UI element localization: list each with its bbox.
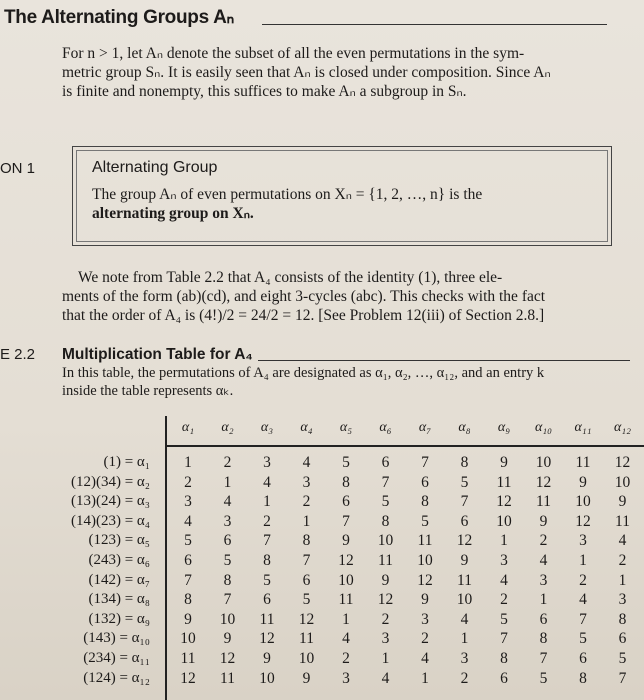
table-cell: 7 — [500, 630, 508, 648]
table-cell: 11 — [299, 630, 314, 648]
column-header: α₅ — [339, 420, 353, 435]
column-header: α₁₀ — [534, 420, 553, 435]
table-cell: 12 — [377, 591, 394, 609]
text-line: that the order of A₄ is (4!)/2 = 24/2 = 12. [See Problem 12(iii) of Section 2.8.] — [62, 307, 545, 324]
table-cell: 3 — [302, 473, 311, 491]
note-paragraph — [62, 268, 545, 325]
table-cell: 12 — [417, 571, 433, 589]
table-cell: 10 — [259, 669, 275, 687]
table-cell: 5 — [263, 571, 271, 589]
table-cell: 11 — [180, 650, 196, 667]
table-cell: 10 — [180, 630, 196, 648]
text-line: The group Aₙ of even permutations on Xₙ = {1, 2, …, n} is the — [92, 186, 483, 203]
table-cell: 1 — [500, 532, 508, 550]
table-cell: 11 — [536, 493, 551, 511]
table-cell: 9 — [342, 532, 350, 550]
column-header: α₂ — [221, 420, 234, 435]
row-label: (13)(24) = α₃ — [70, 493, 150, 510]
table-cell: 3 — [263, 454, 271, 471]
column-header: α₁₁ — [574, 420, 592, 435]
table-cell: 7 — [539, 650, 548, 667]
table-cell: 11 — [457, 571, 472, 589]
table-cell: 7 — [460, 493, 469, 511]
table-cell: 10 — [456, 591, 473, 609]
table-cell: 12 — [456, 532, 473, 550]
table-cell: 7 — [618, 669, 627, 687]
table-cell: 1 — [263, 493, 271, 511]
table-cell: 8 — [618, 610, 627, 628]
table-cell: 8 — [263, 552, 271, 569]
table-cell: 12 — [614, 454, 631, 471]
table-cell: 6 — [579, 650, 587, 667]
table-cell: 5 — [302, 591, 311, 609]
table-cell: 9 — [302, 669, 311, 687]
table-cell: 3 — [342, 669, 350, 687]
table-cell: 1 — [223, 473, 232, 491]
column-header: α₃ — [260, 420, 274, 435]
text-line: alternating group on Xₙ. — [92, 205, 254, 222]
table-cell: 1 — [184, 454, 192, 471]
table-cell: 1 — [302, 512, 311, 530]
column-header: α₁₂ — [613, 420, 632, 435]
text-line: metric group Sₙ. It is easily seen that Aₙ is closed under composition. Since Aₙ — [62, 64, 551, 81]
table-cell: 8 — [460, 454, 469, 471]
row-label: (1) = α₁ — [103, 454, 150, 470]
table-cell: 3 — [579, 532, 587, 550]
table-cell: 8 — [381, 512, 390, 530]
table-cell: 4 — [342, 630, 350, 648]
row-label: (143) = α₁₀ — [83, 630, 150, 647]
section-title: The Alternating Groups Aₙ — [4, 7, 234, 28]
text-line: ments of the form (ab)(cd), and eight 3-cycles (abc). This checks with the fact — [62, 288, 546, 305]
table-cell: 8 — [223, 571, 232, 589]
table-cell: 10 — [614, 473, 631, 491]
table-cell: 10 — [575, 493, 591, 511]
table-cell: 2 — [539, 532, 548, 550]
intro-paragraph — [62, 44, 551, 101]
table-cell: 3 — [223, 512, 232, 530]
table-cell: 4 — [381, 669, 390, 687]
row-label: (142) = α₇ — [88, 571, 150, 588]
table-cell: 3 — [500, 552, 508, 569]
table-cell: 10 — [377, 532, 394, 550]
table-number: E 2.2 — [0, 346, 36, 363]
table-cell: 3 — [618, 591, 627, 609]
table-cell: 5 — [579, 630, 587, 648]
table-cell: 4 — [223, 493, 232, 511]
row-label: (123) = α₅ — [88, 532, 150, 549]
table-cell: 9 — [223, 630, 232, 648]
table-cell: 6 — [342, 493, 350, 511]
table-cell: 8 — [500, 650, 508, 667]
table-caption — [62, 364, 544, 400]
table-cell: 6 — [500, 669, 508, 687]
table-cell: 2 — [421, 630, 429, 648]
definition-number: ON 1 — [0, 160, 36, 177]
table-cell: 2 — [500, 591, 508, 609]
table-cell: 4 — [539, 552, 548, 569]
table-cell: 8 — [579, 669, 587, 687]
table-cell: 5 — [421, 512, 429, 530]
table-cell: 2 — [223, 454, 232, 471]
row-label: (234) = α₁₁ — [83, 650, 150, 666]
text-line: is finite and nonempty, this suffices to make Aₙ a subgroup in Sₙ. — [62, 83, 467, 100]
table-vertical-rule — [165, 416, 167, 700]
table-cell: 6 — [460, 512, 469, 530]
column-header: α₉ — [497, 420, 511, 435]
table-cell: 12 — [219, 650, 236, 667]
table-cell: 8 — [342, 473, 350, 491]
table-cell: 1 — [618, 571, 627, 589]
table-cell: 2 — [263, 512, 271, 530]
table-cell: 3 — [460, 650, 469, 667]
table-cell: 5 — [500, 610, 508, 628]
table-cell: 6 — [618, 630, 627, 648]
table-cell: 6 — [381, 454, 390, 471]
table-cell: 2 — [381, 610, 390, 628]
table-cell: 6 — [421, 473, 429, 491]
table-cell: 8 — [421, 493, 429, 511]
table-cell: 4 — [421, 650, 429, 667]
table-cell: 12 — [496, 493, 512, 511]
title-rule — [262, 24, 607, 25]
column-header: α₇ — [418, 420, 432, 435]
table-cell: 3 — [539, 571, 548, 589]
table-cell: 4 — [500, 571, 508, 589]
table-cell: 5 — [460, 473, 469, 491]
table-title: Multiplication Table for A₄ — [62, 346, 253, 363]
table-cell: 11 — [575, 454, 591, 471]
table-cell: 12 — [575, 512, 591, 530]
table-cell: 6 — [184, 552, 192, 569]
table-cell: 4 — [460, 610, 469, 628]
table-cell: 10 — [338, 571, 354, 589]
column-header: α₁ — [181, 420, 195, 435]
table-cell: 11 — [259, 610, 275, 628]
text-line: In this table, the permutations of A₄ are designated as α₁, α₂, …, α₁₂, and an entry k — [62, 365, 545, 381]
table-cell: 6 — [302, 571, 311, 589]
table-cell: 4 — [302, 454, 311, 471]
column-header: α₆ — [379, 420, 392, 435]
table-cell: 6 — [539, 610, 548, 628]
table-cell: 7 — [302, 552, 311, 569]
table-cell: 9 — [579, 473, 587, 491]
row-label: (243) = α₆ — [88, 552, 150, 568]
definition-body — [92, 185, 482, 223]
table-cell: 7 — [263, 532, 271, 550]
table-cell: 4 — [618, 532, 627, 550]
table-cell: 9 — [381, 571, 390, 589]
table-cell: 4 — [263, 473, 271, 491]
table-cell: 11 — [378, 552, 393, 569]
table-cell: 2 — [579, 571, 587, 589]
table-cell: 1 — [539, 591, 548, 609]
table-cell: 1 — [421, 669, 429, 687]
table-cell: 2 — [460, 669, 469, 687]
table-cell: 11 — [220, 669, 235, 687]
table-cell: 12 — [259, 630, 275, 648]
table-cell: 7 — [421, 454, 429, 471]
table-title-rule — [258, 360, 630, 361]
table-cell: 3 — [421, 610, 429, 628]
table-cell: 10 — [535, 454, 552, 471]
table-cell: 1 — [579, 552, 587, 569]
table-cell: 11 — [417, 532, 433, 550]
table-cell: 5 — [381, 493, 390, 511]
table-cell: 5 — [618, 650, 627, 667]
table-cell: 8 — [302, 532, 311, 550]
table-cell: 5 — [223, 552, 232, 569]
table-cell: 6 — [223, 532, 232, 550]
table-cell: 3 — [184, 493, 192, 511]
table-cell: 2 — [618, 552, 627, 569]
table-cell: 8 — [539, 630, 548, 648]
table-cell: 2 — [184, 473, 192, 491]
table-cell: 7 — [579, 610, 587, 628]
column-header: α₄ — [300, 420, 313, 435]
table-cell: 10 — [219, 610, 236, 628]
column-header: α₈ — [458, 420, 471, 435]
table-cell: 5 — [342, 454, 350, 471]
table-cell: 11 — [615, 512, 630, 530]
table-cell: 12 — [338, 552, 354, 569]
table-cell: 9 — [539, 512, 548, 530]
table-cell: 10 — [298, 650, 315, 667]
table-cell: 1 — [342, 610, 350, 628]
text-line: For n > 1, let Aₙ denote the subset of all the even permutations in the sym- — [62, 45, 525, 62]
table-cell: 9 — [263, 650, 271, 667]
table-cell: 12 — [535, 473, 552, 491]
row-label: (132) = α₉ — [88, 610, 150, 627]
table-cell: 4 — [184, 512, 192, 530]
table-cell: 6 — [263, 591, 271, 609]
table-cell: 9 — [184, 610, 192, 628]
table-cell: 9 — [618, 493, 627, 511]
table-cell: 10 — [496, 512, 512, 530]
table-cell: 9 — [500, 454, 508, 471]
table-cell: 7 — [381, 473, 390, 491]
text-line: We note from Table 2.2 that A₄ consists of the identity (1), three ele- — [78, 269, 503, 286]
table-cell: 2 — [342, 650, 350, 667]
table-header-rule — [165, 445, 644, 447]
table-cell: 1 — [381, 650, 390, 667]
row-label: (14)(23) = α₄ — [70, 512, 150, 529]
table-cell: 12 — [180, 669, 196, 687]
table-cell: 9 — [460, 552, 469, 569]
table-cell: 7 — [184, 571, 192, 589]
text-line: inside the table represents αₖ. — [62, 383, 234, 399]
table-cell: 7 — [342, 512, 350, 530]
table-cell: 1 — [460, 630, 469, 648]
table-cell: 3 — [381, 630, 390, 648]
table-cell: 11 — [496, 473, 512, 491]
table-cell: 2 — [302, 493, 311, 511]
table-cell: 4 — [579, 591, 587, 609]
definition-title: Alternating Group — [92, 159, 218, 176]
table-cell: 7 — [223, 591, 232, 609]
row-label: (134) = α₈ — [88, 591, 150, 608]
table-cell: 12 — [298, 610, 315, 628]
table-cell: 5 — [184, 532, 192, 550]
table-cell: 9 — [421, 591, 429, 609]
table-cell: 10 — [417, 552, 433, 569]
table-cell: 11 — [338, 591, 354, 609]
row-label: (12)(34) = α₂ — [70, 473, 150, 490]
row-label: (124) = α₁₂ — [83, 669, 150, 686]
table-cell: 8 — [184, 591, 192, 609]
table-cell: 5 — [539, 669, 548, 687]
